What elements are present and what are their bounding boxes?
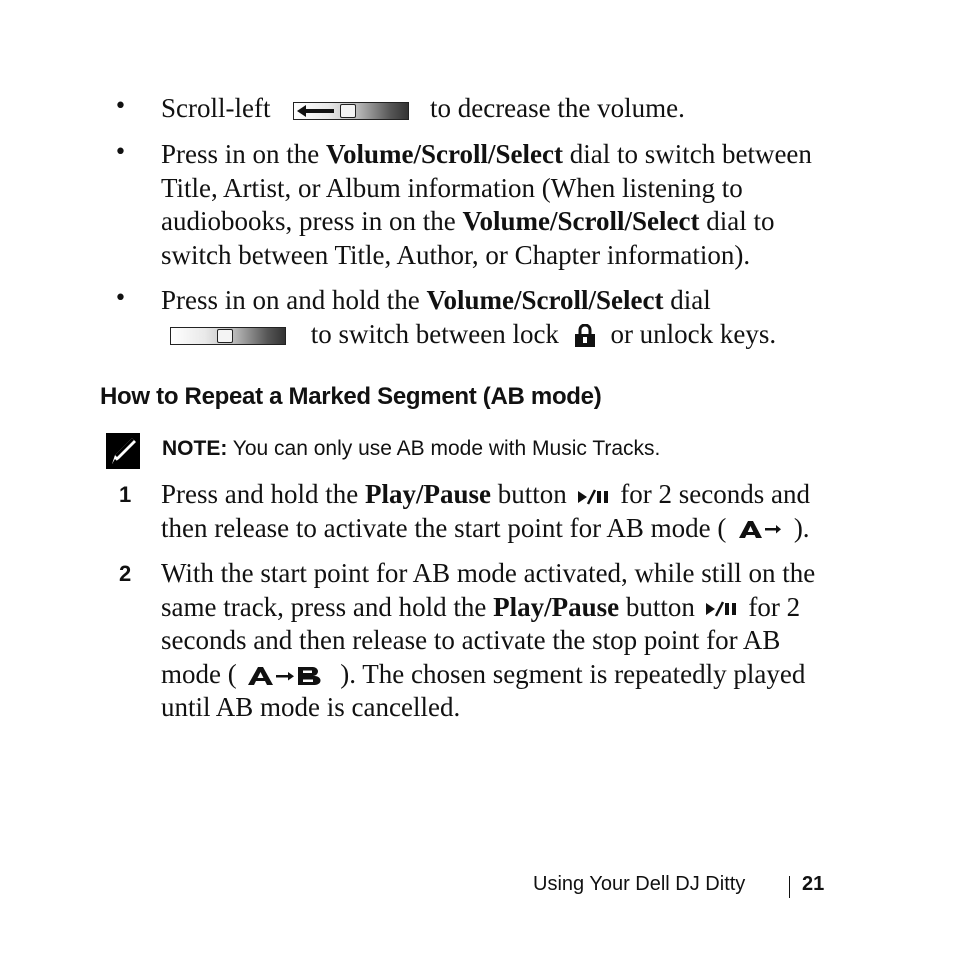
page-number: 21 [802, 873, 825, 895]
bullet-press-hold [161, 284, 861, 351]
ab-loop-icon [245, 664, 331, 688]
bullet-marker: • [114, 94, 127, 119]
text-line: mode ( ). The chosen segment is repeatedly played [161, 658, 806, 689]
footer-divider [789, 876, 790, 898]
bullet-scroll-left [161, 92, 861, 126]
text-line: audiobooks, press in on the Volume/Scroll/Select dial to [161, 206, 775, 236]
text-line: Title, Artist, or Album information (When listening to [161, 172, 743, 203]
text-line: switch between Title, Author, or Chapter information). [161, 239, 751, 270]
text-line: With the start point for AB mode activated, while still on the [161, 558, 816, 588]
bullet-press-in [161, 138, 861, 272]
footer-section-title: Using Your Dell DJ Ditty [533, 873, 746, 895]
scroll-left-dial-icon [293, 102, 409, 120]
step-2 [161, 557, 861, 725]
step-1 [161, 478, 861, 545]
ab-start-icon [735, 519, 785, 541]
text-line: Press in on and hold the Volume/Scroll/Select dial [161, 285, 711, 315]
section-heading: How to Repeat a Marked Segment (AB mode) [100, 383, 602, 410]
step-number: 1 [119, 482, 132, 507]
scroll-left-suffix: to decrease the volume. [429, 93, 685, 123]
play-pause-icon [576, 488, 610, 506]
play-pause-icon [704, 600, 738, 618]
note-text: NOTE: You can only use AB mode with Music Tracks. [162, 437, 661, 460]
lock-icon [574, 324, 596, 348]
scroll-left-label: Scroll-left [161, 93, 271, 123]
bullet-marker: • [114, 140, 127, 165]
bullet-marker: • [114, 286, 127, 311]
note-pencil-icon [106, 433, 140, 469]
text-line: then release to activate the start point for AB mode ( ). [161, 512, 810, 543]
text-line: Press and hold the Play/Pause button for 2 seconds and [161, 479, 810, 509]
text-line: same track, press and hold the Play/Pause button for 2 [161, 591, 801, 622]
text-line: seconds and then release to activate the stop point for AB [161, 625, 781, 655]
text-line: until AB mode is cancelled. [161, 692, 461, 722]
dial-press-icon [170, 327, 286, 345]
text-line: Press in on the Volume/Scroll/Select dial to switch between [161, 139, 812, 169]
step-number: 2 [119, 561, 132, 586]
text-line: to switch between lock or unlock keys. [170, 318, 861, 352]
